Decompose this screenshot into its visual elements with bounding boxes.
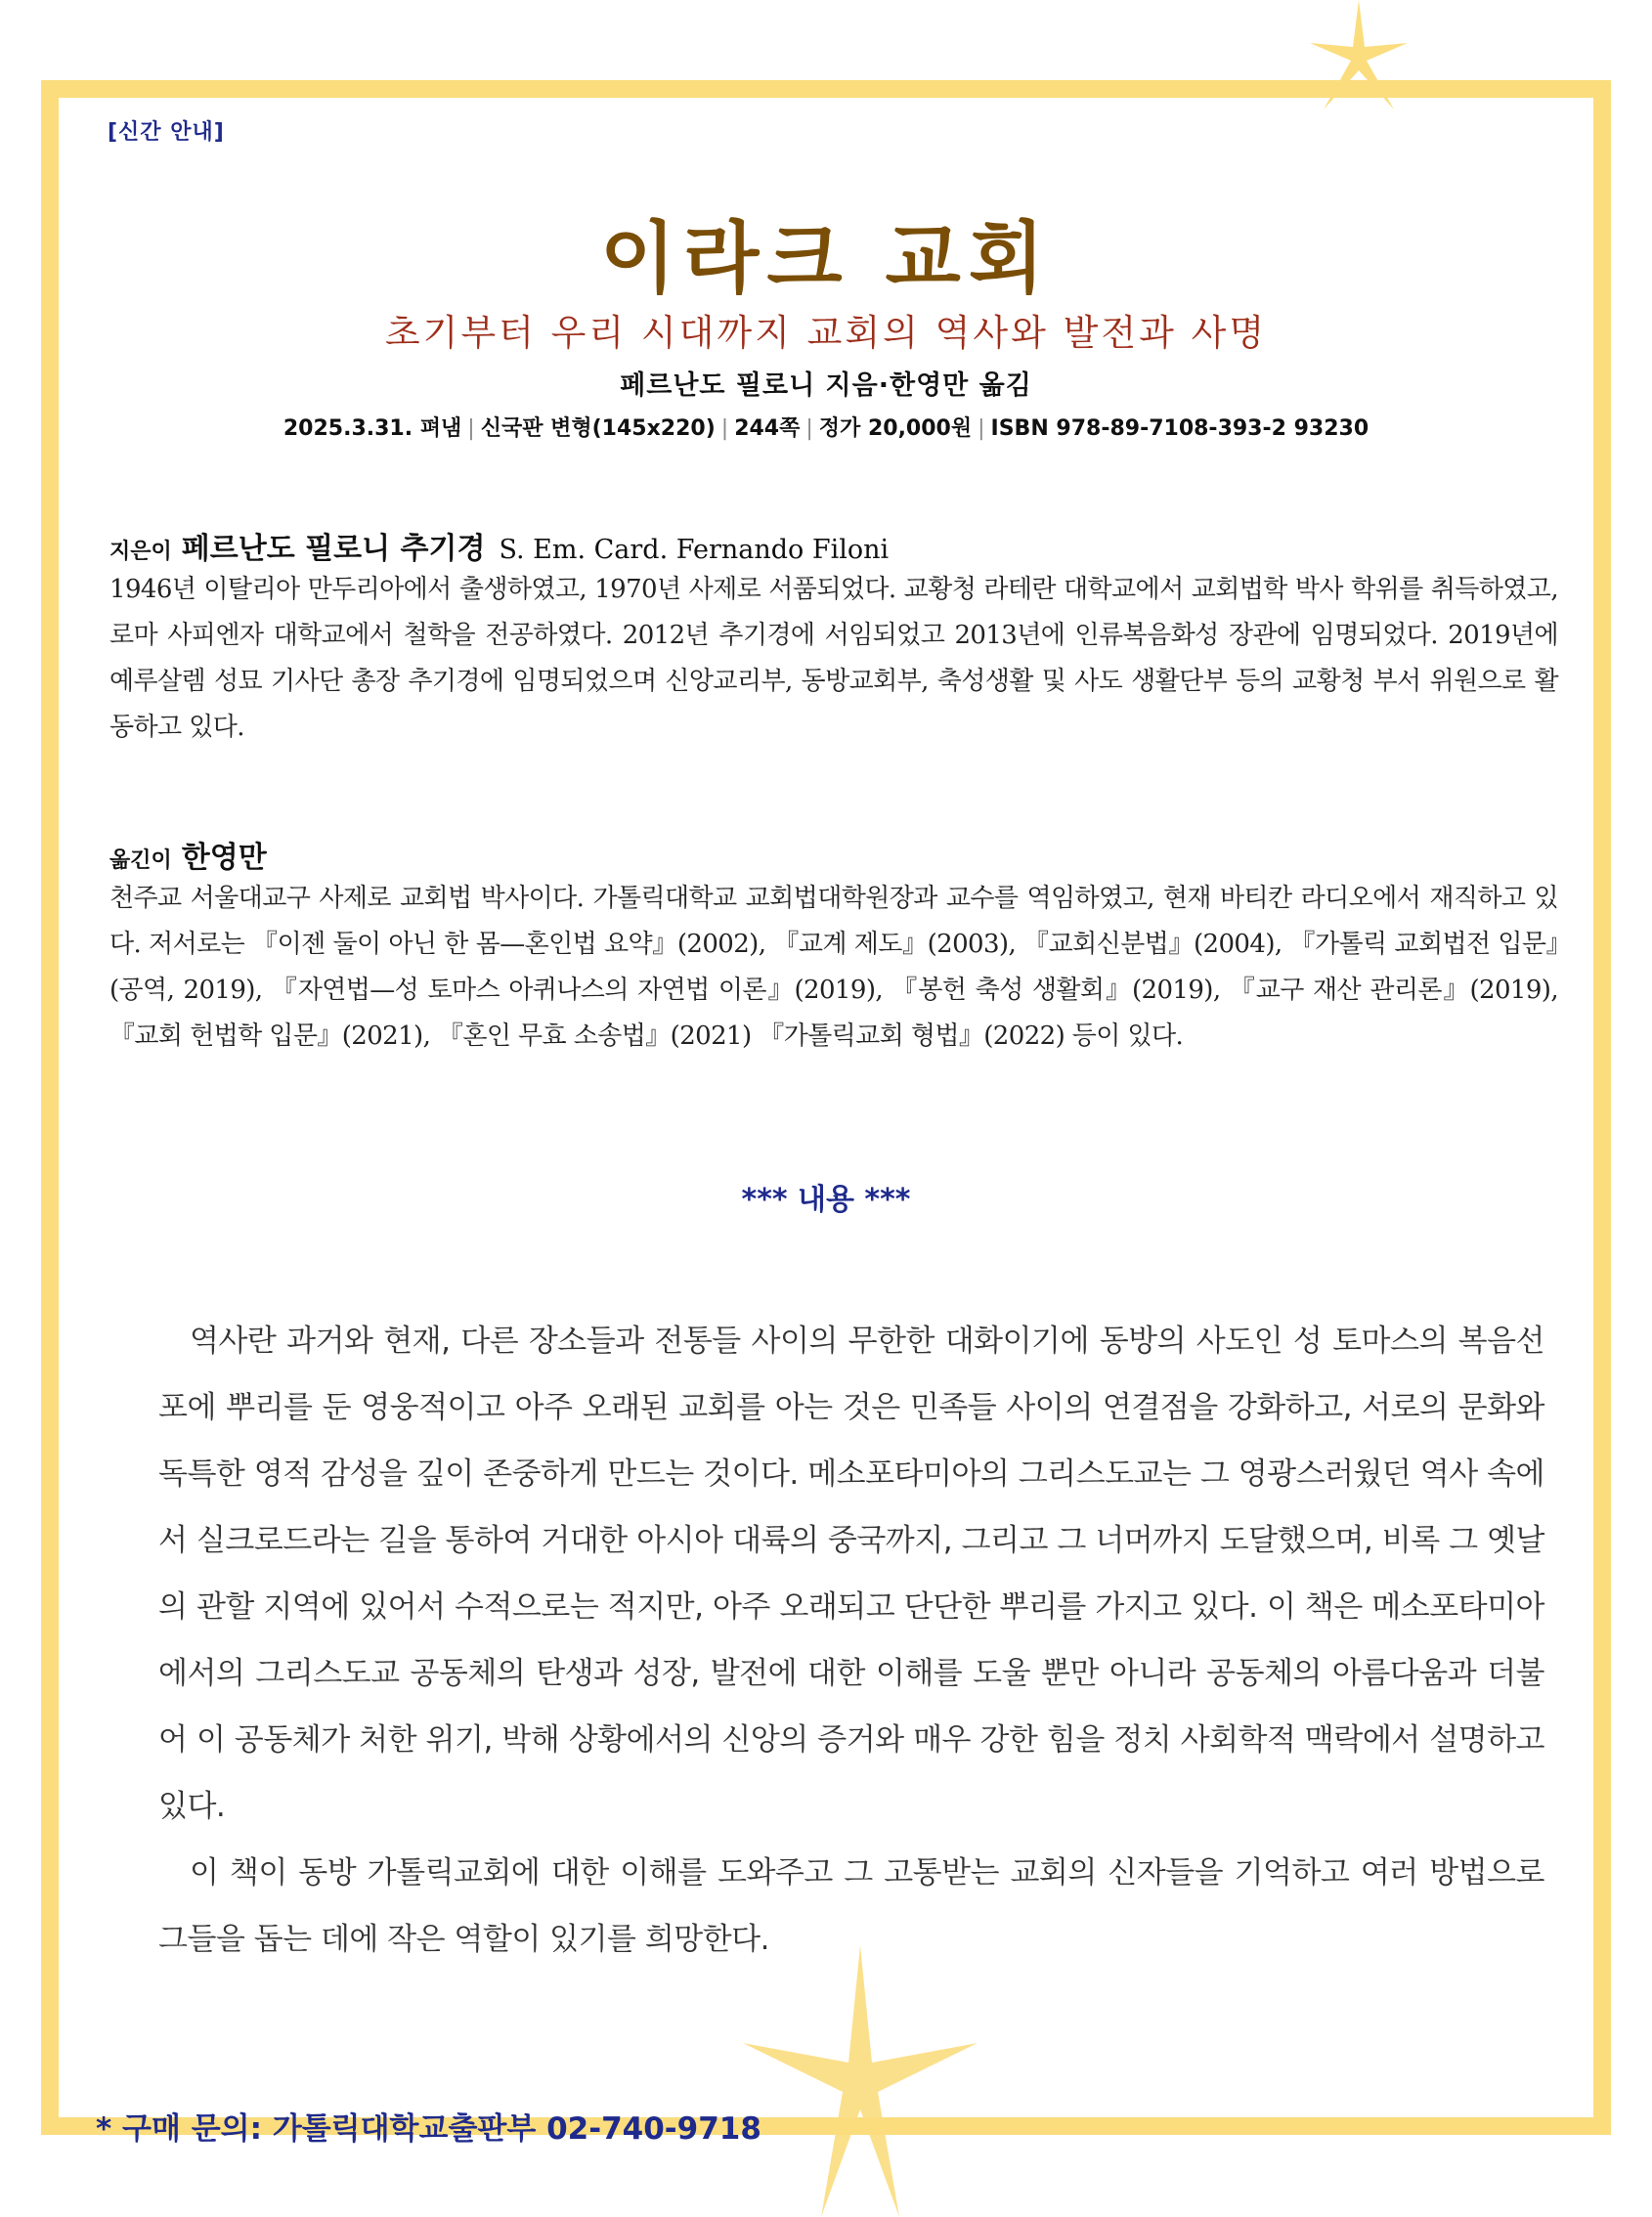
price: 정가 20,000원	[818, 416, 973, 441]
book-subtitle: 초기부터 우리 시대까지 교회의 역사와 발전과 사명	[384, 312, 1268, 354]
author-name: 페르난도 필로니 추기경	[181, 532, 486, 566]
book-format: 신국판 변형(145x220)	[480, 416, 716, 441]
translator-role: 옮긴이	[109, 848, 172, 873]
page-count: 244쪽	[734, 416, 801, 441]
purchase-contact: * 구매 문의: 가톨릭대학교출판부 02-740-9718	[96, 2111, 761, 2147]
translator-name: 한영만	[181, 841, 267, 875]
author-credits: 페르난도 필로니 지음·한영만 옮김	[620, 370, 1032, 401]
author-heading	[109, 524, 889, 567]
notice-tag: [신간 안내]	[108, 120, 225, 145]
sparkle-icon	[1300, 0, 1417, 117]
content-heading: *** 내용 ***	[741, 1183, 911, 1217]
author-latin-name: S. Em. Card. Fernando Filoni	[499, 535, 890, 565]
author-role: 지은이	[109, 540, 172, 564]
content-body	[158, 1308, 1544, 1973]
book-title: 이라크 교회	[599, 213, 1053, 304]
publication-info: 2025.3.31. 펴냄 | 신국판 변형(145x220) | 244쪽 | 정가 20,000원 | ISBN 978-89-7108-393-2 93230	[283, 416, 1369, 441]
content-paragraph: 역사란 과거와 현재, 다른 장소들과 전통들 사이의 무한한 대화이기에 동방의 사도인 성 토마스의 복음선포에 뿌리를 둔 영웅적이고 아주 오래된 교회를 아는 것은 민족들 사이의 연결점을 강화하고, 서로의 문화와 독특한 영적 감성을 깊이 존중하게 만드는 것이다. 메소포타미아의 그리스도교는 그 영광스러웠던 역사 속에서 실크로드라는 길을 통하여 거대한 아시아 대륙의 중국까지, 그리고 그 너머까지 도달했으며, 비록 그 옛날의 관할 지역에 있어서 수적으로는 적지만, 아주 오래되고 단단한 뿌리를 가지고 있다. 이 책은 메소포타미아에서의 그리스도교 공동체의 탄생과 성장, 발전에 대한 이해를 도울 뿐만 아니라 공동체의 아름다움과 더불어 이 공동체가 처한 위기, 박해 상황에서의 신앙의 증거와 매우 강한 힘을 정치 사회학적 맥락에서 설명하고 있다.	[158, 1324, 1544, 1824]
translator-heading	[109, 833, 281, 876]
publish-date: 2025.3.31. 펴냄	[283, 416, 462, 441]
sparkle-icon	[743, 1945, 978, 2217]
content-paragraph: 이 책이 동방 가톨릭교회에 대한 이해를 도와주고 그 고통받는 교회의 신자들을 기억하고 여러 방법으로 그들을 돕는 데에 작은 역할이 있기를 희망한다.	[158, 1855, 1544, 1957]
translator-bio: 천주교 서울대교구 사제로 교회법 박사이다. 가톨릭대학교 교회법대학원장과 교수를 역임하였고, 현재 바티칸 라디오에서 재직하고 있다. 저서로는 『이젠 둘이 아닌 한 몸—혼인법 요약』(2002), 『교계 제도』(2003), 『교회신분법』(2004), 『가톨릭 교회법전 입문』(공역, 2019), 『자연법—성 토마스 아퀴나스의 자연법 이론』(2019), 『봉헌 축성 생활회』(2019), 『교구 재산 관리론』(2019), 『교회 헌법학 입문』(2021), 『혼인 무효 소송법』(2021) 『가톨릭교회 형법』(2022) 등이 있다.	[109, 884, 1558, 1051]
isbn: ISBN 978-89-7108-393-2 93230	[990, 416, 1369, 441]
author-bio: 1946년 이탈리아 만두리아에서 출생하였고, 1970년 사제로 서품되었다. 교황청 라테란 대학교에서 교회법학 박사 학위를 취득하였고, 로마 사피엔자 대학교에서 철학을 전공하였다. 2012년 추기경에 서임되었고 2013년에 인류복음화성 장관에 임명되었다. 2019년에 예루살렘 성묘 기사단 총장 추기경에 임명되었으며 신앙교리부, 동방교회부, 축성생활 및 사도 생활단부 등의 교황청 부서 위원으로 활동하고 있다.	[109, 575, 1558, 742]
